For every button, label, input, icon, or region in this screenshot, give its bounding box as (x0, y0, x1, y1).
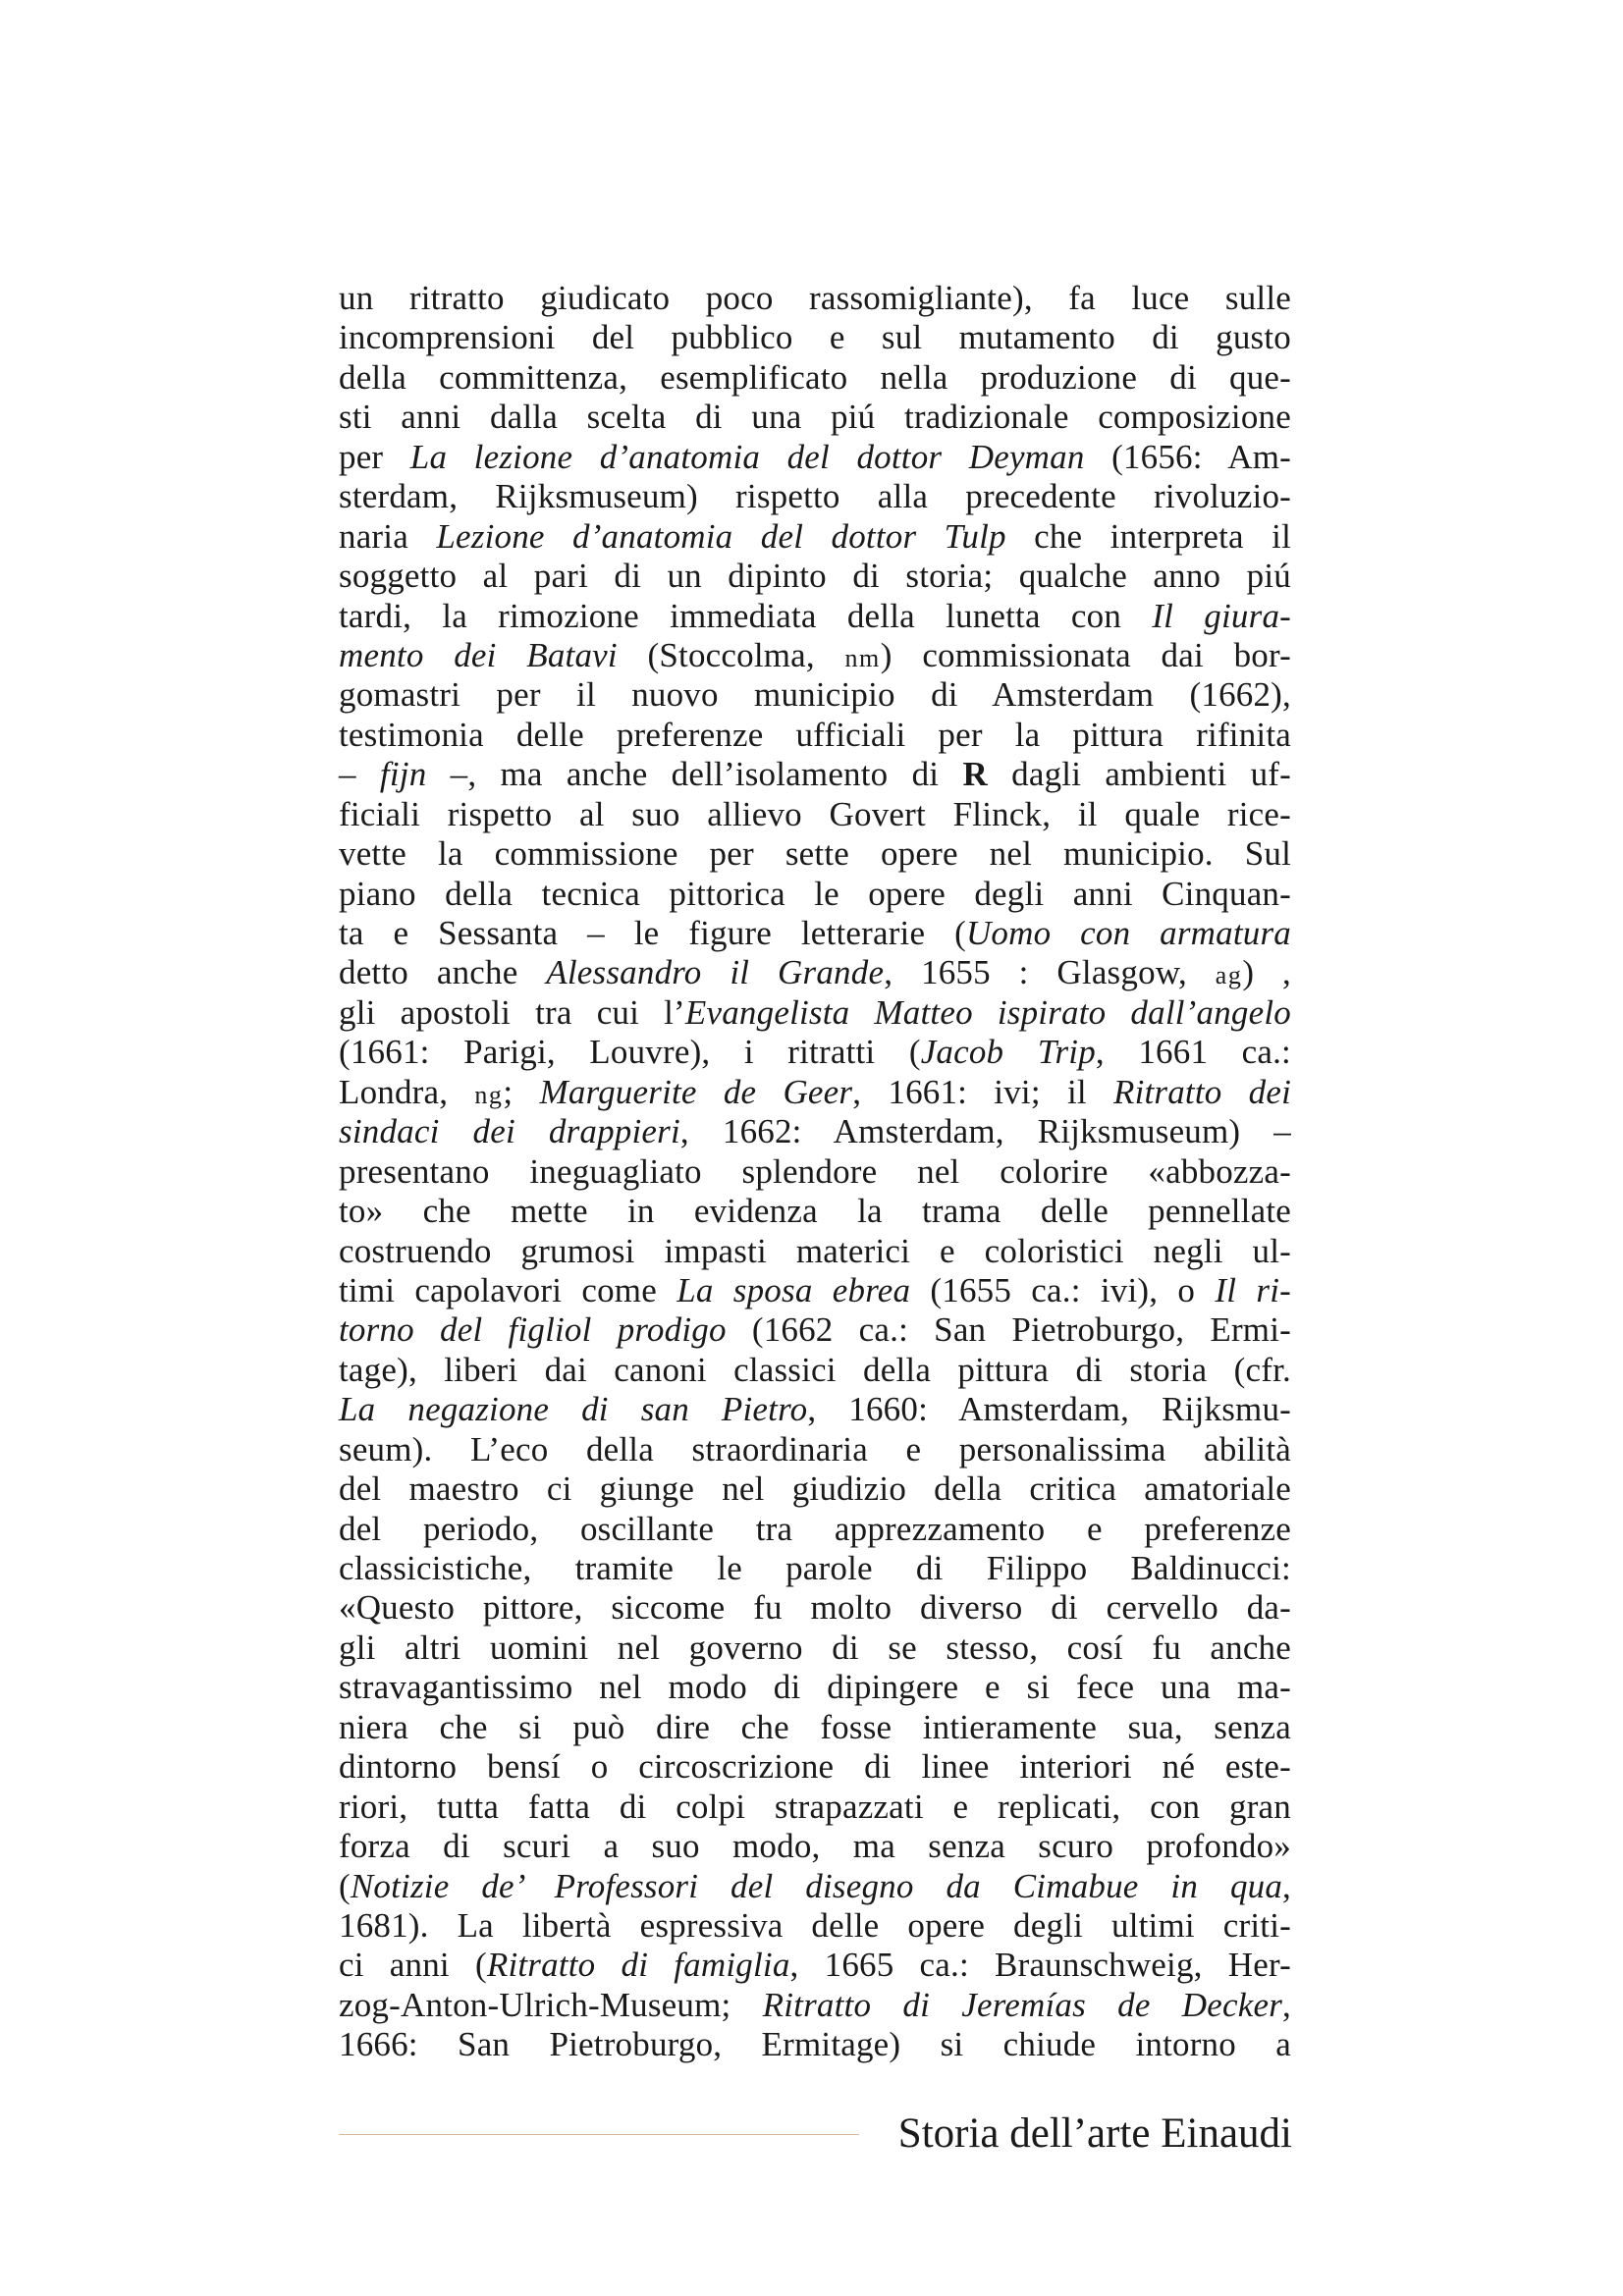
text-line: La negazione di san Pietro, 1660: Amsterdam, Rijksmu- (339, 1390, 1292, 1429)
text-line: incomprensioni del pubblico e sul mutamento di gusto (339, 318, 1291, 357)
work-title: Marguerite de Geer (539, 1072, 853, 1111)
text-line: del maestro ci giunge nel giudizio della critica amatoriale (339, 1469, 1291, 1509)
text-line: forza di scuri a suo modo, ma senza scuro profondo» (339, 1827, 1291, 1866)
footer-publication-title: Storia dell’arte Einaudi (897, 2110, 1292, 2157)
text-line: to» che mette in evidenza la trama delle pennellate (339, 1192, 1291, 1231)
text-line: – fijn –, ma anche dell’isolamento di R dagli ambienti uf- (339, 755, 1292, 794)
text-line: timi capolavori come La sposa ebrea (1655 ca.: ivi), o Il ri- (339, 1270, 1291, 1309)
text-line: classicistiche, tramite le parole di Filippo Baldinucci: (339, 1549, 1291, 1587)
work-title: Uomo con armatura (965, 914, 1291, 952)
text-line: un ritratto giudicato poco rassomigliante), fa luce sulle (339, 279, 1291, 317)
text-line: stravagantissimo nel modo di dipingere e si fece una ma- (339, 1668, 1291, 1707)
work-title: Alessandro il Grande (546, 953, 885, 992)
text-line: della committenza, esemplificato nella produzione di que- (339, 357, 1291, 397)
work-title: La lezione d’anatomia del dottor Deyman (409, 437, 1085, 476)
text-line: gomastri per il nuovo municipio di Amsterdam (1662), (339, 675, 1291, 715)
work-title: torno del figliol prodigo (339, 1310, 727, 1350)
text-line: zog-Anton-Ulrich-Museum; Ritratto di Jeremías de Decker, (339, 1985, 1291, 2024)
text-line: 1681). La libertà espressiva delle opere degli ultimi criti- (339, 1905, 1291, 1945)
work-title: La sposa ebrea (676, 1270, 911, 1309)
text-line: 1666: San Pietroburgo, Ermitage) si chiude intorno a (339, 2025, 1291, 2064)
text-line: seum). L’eco della straordinaria e personalissima abilità (339, 1429, 1291, 1468)
text-line: torno del figliol prodigo (1662 ca.: San Pietroburgo, Ermi- (339, 1310, 1291, 1350)
work-title: Lezione d’anatomia del dottor Tulp (436, 516, 1006, 556)
text-line: tardi, la rimozione immediata della lunetta con Il giura- (339, 596, 1291, 635)
body-text (339, 279, 1291, 2065)
work-title: Evangelista Matteo ispirato dall’angelo (684, 992, 1291, 1032)
text-line: sterdam, Rijksmuseum) rispetto alla precedente rivoluzio- (339, 477, 1291, 516)
work-title: Il ri- (1215, 1270, 1291, 1309)
work-title: Notizie de’ Professori del disegno da Cimabue in qua (350, 1866, 1283, 1905)
text-line: niera che si può dire che fosse intieramente sua, senza (339, 1707, 1291, 1746)
abbreviation: ag (1215, 961, 1243, 990)
work-title: sindaci dei drappieri (339, 1112, 680, 1151)
text-line: (Notizie de’ Professori del disegno da Cimabue in qua, (339, 1866, 1291, 1905)
work-title: La negazione di san Pietro (339, 1390, 808, 1429)
text-line: presentano ineguagliato splendore nel colorire «abbozza- (339, 1151, 1291, 1191)
text-line: naria Lezione d’anatomia del dottor Tulp che interpreta il (339, 516, 1291, 556)
text-line: costruendo grumosi impasti materici e coloristici negli ul- (339, 1231, 1291, 1270)
text-line: (1661: Parigi, Louvre), i ritratti (Jacob Trip, 1661 ca.: (339, 1033, 1291, 1072)
text-line: ta e Sessanta – le figure letterarie (Uomo con armatura (339, 914, 1291, 952)
footer-divider (339, 2134, 859, 2135)
work-title: mento dei Batavi (339, 635, 618, 674)
text-line: detto anche Alessandro il Grande, 1655 : Glasgow, ag) , (339, 953, 1291, 992)
abbreviation: ng (474, 1080, 504, 1109)
text-line: soggetto al pari di un dipinto di storia; qualche anno piú (339, 557, 1291, 596)
work-title: Ritratto dei (1112, 1072, 1292, 1111)
artist-initial: R (962, 755, 988, 794)
work-title: Ritratto di Jeremías de Decker (762, 1985, 1283, 2024)
work-title: Ritratto di famiglia (486, 1946, 790, 1985)
abbreviation: nm (844, 643, 881, 672)
text-line: dintorno bensí o circoscrizione di linee interiori né este- (339, 1747, 1291, 1787)
text-line: testimonia delle preferenze ufficiali per la pittura rifinita (339, 715, 1291, 754)
text-line: gli apostoli tra cui l’Evangelista Matteo ispirato dall’angelo (339, 992, 1291, 1032)
text-line: piano della tecnica pittorica le opere degli anni Cinquan- (339, 874, 1291, 913)
text-line: ficiali rispetto al suo allievo Govert Flinck, il quale rice- (339, 794, 1291, 833)
text-line: per La lezione d’anatomia del dottor Deyman (1656: Am- (339, 437, 1291, 476)
text-line: vette la commissione per sette opere nel municipio. Sul (339, 834, 1291, 874)
work-title: fijn (379, 755, 427, 794)
text-line: «Questo pittore, siccome fu molto diverso di cervello da- (339, 1588, 1291, 1628)
text-line: ci anni (Ritratto di famiglia, 1665 ca.: Braunschweig, Her- (339, 1946, 1291, 1985)
text-line: del periodo, oscillante tra apprezzamento e preferenze (339, 1509, 1291, 1548)
text-line: mento dei Batavi (Stoccolma, nm) commissionata dai bor- (339, 635, 1292, 674)
text-line: sti anni dalla scelta di una piú tradizionale composizione (339, 398, 1291, 437)
work-title: Jacob Trip (920, 1033, 1096, 1072)
text-line: riori, tutta fatta di colpi strapazzati e replicati, con gran (339, 1787, 1291, 1826)
text-line: sindaci dei drappieri, 1662: Amsterdam, Rijksmuseum) – (339, 1112, 1291, 1151)
text-line: gli altri uomini nel governo di se stesso, cosí fu anche (339, 1628, 1291, 1667)
work-title: Il giura- (1152, 596, 1291, 635)
text-line: Londra, ng; Marguerite de Geer, 1661: ivi; il Ritratto dei (339, 1072, 1292, 1111)
text-line: tage), liberi dai canoni classici della pittura di storia (cfr. (339, 1350, 1291, 1389)
